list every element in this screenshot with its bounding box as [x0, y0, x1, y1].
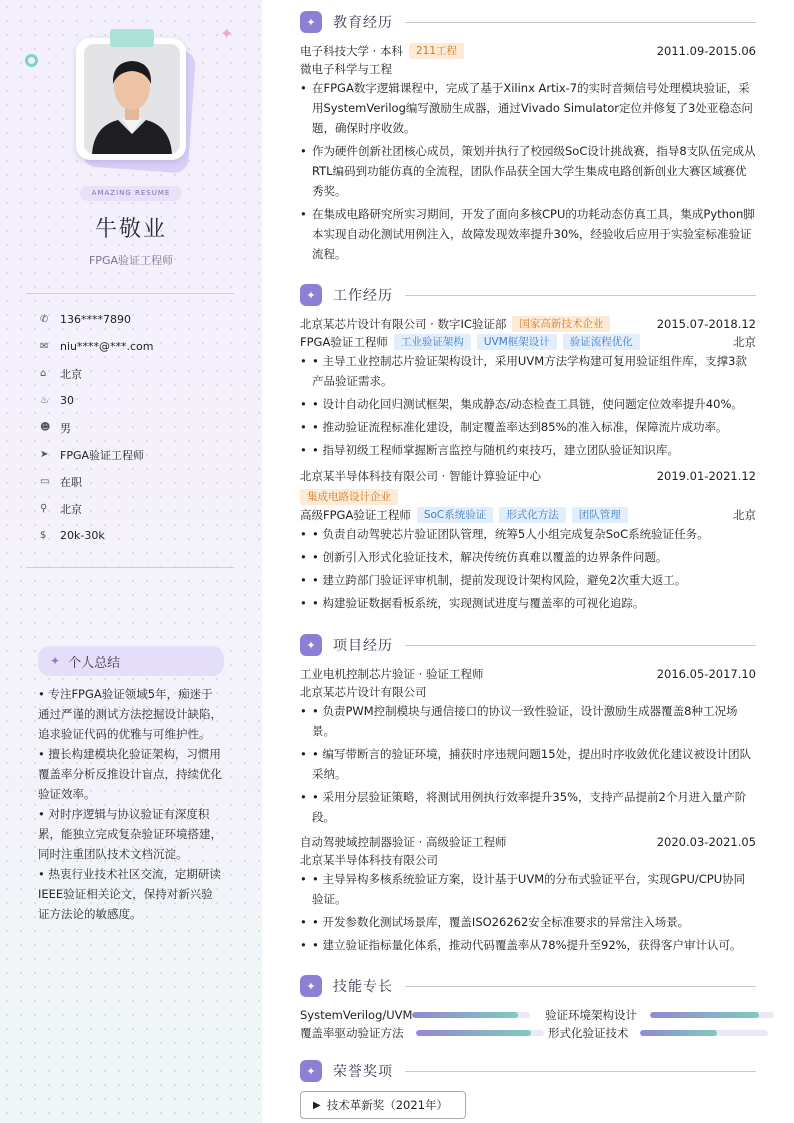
education-major-row: [300, 60, 756, 78]
list-item: • 在集成电路研究所实习期间，开发了面向多核CPU的功耗动态仿真工具，集成Python脚本实现自动化测试用例注入，故障发现效率提升30%，经验收后应用于实验室标准验证流程。: [300, 204, 756, 264]
project-date: 2016.05-2017.10: [656, 667, 756, 681]
skill-name: SystemVerilog/UVM: [300, 1008, 413, 1022]
company-name: 北京某半导体科技有限公司 · 智能计算验证中心: [300, 469, 541, 483]
project-name: 工业电机控制芯片验证 · 验证工程师: [300, 667, 484, 681]
section-line: [405, 645, 756, 646]
sparkle-icon: ✦: [220, 24, 234, 43]
avatar: [84, 44, 180, 154]
list-item: • • 编写带断言的验证环境，捕获时序违规问题15处，提出时序收敛优化建议被设计团队采纳。: [300, 744, 756, 784]
list-item: • • 指导初级工程师掌握断言监控与随机约束技巧，建立团队验证知识库。: [300, 440, 756, 460]
sparkle-icon: ✦: [300, 634, 322, 656]
award-label: 技术革新奖（2021年）: [326, 1098, 448, 1112]
school-tag: 211工程: [409, 43, 464, 59]
project-date: 2020.03-2021.05: [656, 835, 756, 849]
info-row: [40, 495, 240, 522]
section-honors: [300, 1059, 756, 1083]
project-org-row: [300, 683, 756, 701]
project-name: 自动驾驶域控制器验证 · 高级验证工程师: [300, 835, 507, 849]
summary-item: • 擅长构建模块化验证架构，习惯用覆盖率分析反推设计盲点，持续优化验证效率。: [38, 747, 222, 801]
sparkle-icon: ✦: [300, 11, 322, 33]
list-item: • • 建立验证指标量化体系，推动代码覆盖率从78%提升至92%，获得客户审计认可。: [300, 935, 756, 955]
briefcase-icon: ▭: [40, 476, 50, 487]
company-tag: 国家高新技术企业: [512, 316, 610, 332]
project-bullets: [300, 701, 756, 830]
salary-icon: $: [40, 530, 47, 541]
phone-icon: ✆: [40, 314, 49, 325]
list-item: • • 推动验证流程标准化建设，制定覆盖率达到85%的准入标准，保障流片成功率。: [300, 417, 756, 437]
list-item: • • 负责PWM控制模块与通信接口的协议一致性验证，设计激励生成器覆盖8种工况场景。: [300, 701, 756, 741]
award-item[interactable]: [300, 1091, 466, 1119]
job-header: [300, 315, 756, 333]
skill-fill: [640, 1030, 717, 1036]
major: 微电子科学与工程: [300, 62, 392, 76]
project-org: 北京某半导体科技有限公司: [300, 853, 438, 867]
sparkle-icon: ✦: [300, 284, 322, 306]
mail-icon: ✉: [40, 341, 49, 352]
sparkle-icon: ✦: [50, 654, 61, 668]
job-bullets: [300, 524, 756, 616]
list-item: • • 构建验证数据看板系统，实现测试进度与覆盖率的可视化追踪。: [300, 593, 756, 613]
info-row: [40, 414, 240, 441]
job-position-row: [300, 333, 756, 351]
play-icon: ▶: [313, 1099, 321, 1111]
info-value: 北京: [60, 367, 82, 381]
skill-tag: 形式化方法: [499, 507, 566, 523]
contact-info: [40, 306, 240, 549]
skill-tag: 验证流程优化: [563, 334, 640, 350]
section-title: 技能专长: [333, 979, 393, 995]
list-item: • 作为硬件创新社团核心成员，策划并执行了校园级SoC设计挑战赛，指导8支队伍完成从RTL编码到功能仿真的全流程，团队作品获全国大学生集成电路创新创业大赛区域赛优秀奖。: [300, 141, 756, 201]
info-value: FPGA验证工程师: [60, 448, 145, 462]
summary-title: 个人总结: [68, 655, 121, 671]
list-item: • • 主导异构多核系统验证方案，设计基于UVM的分布式验证平台，实现GPU/CPU协同验证。: [300, 869, 756, 909]
education-date: 2011.09-2015.06: [656, 44, 756, 58]
list-item: • • 建立跨部门验证评审机制，提前发现设计架构风险，避免2次重大返工。: [300, 570, 756, 590]
info-value: 20k-30k: [60, 529, 105, 542]
company-tag-row: [300, 488, 756, 506]
send-icon: ➤: [40, 449, 49, 460]
section-line: [405, 295, 756, 296]
location-icon: ⚲: [40, 503, 48, 514]
list-item: • • 创新引入形式化验证技术，解决传统仿真难以覆盖的边界条件问题。: [300, 547, 756, 567]
education-header: [300, 42, 756, 60]
skill-bar: [640, 1030, 768, 1036]
divider: [26, 293, 234, 294]
section-line: [405, 22, 756, 23]
job-position-row: [300, 506, 756, 524]
skill-item: [300, 1006, 530, 1024]
project-org-row: [300, 851, 756, 869]
list-item: • • 采用分层验证策略，将测试用例执行效率提升35%，支持产品提前2个月进入量产阶段。: [300, 787, 756, 827]
job-header: [300, 467, 756, 485]
skill-item: [300, 1024, 544, 1042]
gender-icon: ☻: [40, 422, 51, 433]
skill-bar: [412, 1012, 530, 1018]
list-item: • • 开发参数化测试场景库，覆盖ISO26262安全标准要求的异常注入场景。: [300, 912, 756, 932]
home-icon: ⌂: [40, 368, 47, 379]
info-value: 北京: [60, 502, 82, 516]
job-position: FPGA验证工程师: [300, 335, 388, 349]
school-name: 电子科技大学 · 本科: [300, 44, 403, 58]
section-projects: [300, 633, 756, 657]
summary-text: [38, 684, 224, 924]
job-date: 2015.07-2018.12: [656, 317, 756, 331]
job-bullets: [300, 351, 756, 463]
info-row: [40, 441, 240, 468]
section-title: 荣誉奖项: [333, 1064, 393, 1080]
resume-badge: AMAZING RESUME: [80, 186, 182, 201]
info-value: 136****7890: [60, 313, 131, 326]
section-education: [300, 10, 756, 34]
job-city: 北京: [733, 335, 756, 349]
sidebar: [0, 0, 262, 1123]
skill-bar: [416, 1030, 544, 1036]
project-header: [300, 665, 756, 683]
info-value: niu****@***.com: [60, 340, 154, 353]
skill-tag: 团队管理: [572, 507, 628, 523]
divider: [26, 567, 234, 568]
job-position: 高级FPGA验证工程师: [300, 508, 411, 522]
skill-name: 验证环境架构设计: [545, 1008, 637, 1022]
summary-item: • 专注FPGA验证领域5年，痴迷于通过严谨的测试方法挖掘设计缺陷，追求验证代码的优雅与可维护性。: [38, 687, 222, 741]
tape-decoration: [110, 29, 154, 47]
sparkle-icon: ✦: [300, 975, 322, 997]
summary-item: • 对时序逻辑与协议验证有深度积累，能独立完成复杂验证环境搭建，同时注重团队技术文档沉淀。: [38, 807, 222, 861]
summary-header: [38, 646, 224, 676]
skill-name: 覆盖率驱动验证方法: [300, 1026, 404, 1040]
info-row: [40, 306, 240, 333]
list-item: • 在FPGA数字逻辑课程中，完成了基于Xilinx Artix-7的实时音频信号处理模块验证，采用SystemVerilog编写激励生成器，通过Vivado Simulator定位并修复了3处亚稳态问题，确保时序收敛。: [300, 78, 756, 138]
skill-fill: [650, 1012, 759, 1018]
skill-tag: UVM框架设计: [477, 334, 557, 350]
candidate-name: 牛敬业: [94, 217, 167, 242]
skill-tag: SoC系统验证: [417, 507, 493, 523]
info-row: [40, 522, 240, 549]
info-row: [40, 333, 240, 360]
cake-icon: ♨: [40, 395, 49, 406]
skill-name: 形式化验证技术: [548, 1026, 629, 1040]
company-tag: 集成电路设计企业: [300, 489, 398, 505]
sparkle-icon: ✦: [300, 1060, 322, 1082]
info-value: 在职: [60, 475, 82, 489]
skill-bar: [650, 1012, 774, 1018]
skill-item: [548, 1024, 768, 1042]
skill-fill: [416, 1030, 531, 1036]
info-row: [40, 468, 240, 495]
list-item: • • 设计自动化回归测试框架，集成静态/动态检查工具链，使问题定位效率提升40%。: [300, 394, 756, 414]
company-name: 北京某芯片设计有限公司 · 数字IC验证部: [300, 317, 507, 331]
project-org: 北京某芯片设计有限公司: [300, 685, 427, 699]
skill-tag: 工业验证架构: [394, 334, 471, 350]
summary-item: • 热衷行业技术社区交流，定期研读IEEE验证相关论文，保持对新兴验证方法论的敏感度。: [38, 867, 221, 921]
project-bullets: [300, 869, 756, 958]
section-line: [405, 1071, 756, 1072]
project-header: [300, 833, 756, 851]
list-item: • • 负责自动驾驶芯片验证团队管理，统筹5人小组完成复杂SoC系统验证任务。: [300, 524, 756, 544]
section-title: 工作经历: [333, 288, 393, 304]
skill-item: [545, 1006, 774, 1024]
info-value: 30: [60, 394, 74, 407]
section-work: [300, 283, 756, 307]
section-title: 教育经历: [333, 15, 393, 31]
job-city: 北京: [733, 508, 756, 522]
list-item: • • 主导工业控制芯片验证架构设计，采用UVM方法学构建可复用验证组件库，支撑3款产品验证需求。: [300, 351, 756, 391]
skill-fill: [412, 1012, 518, 1018]
info-row: [40, 360, 240, 387]
education-bullets: [300, 78, 756, 267]
ring-decoration: [25, 54, 38, 67]
section-title: 项目经历: [333, 638, 393, 654]
info-row: [40, 387, 240, 414]
section-skills: [300, 974, 756, 998]
job-date: 2019.01-2021.12: [656, 469, 756, 483]
info-value: 男: [60, 421, 71, 435]
candidate-role: FPGA验证工程师: [88, 254, 173, 267]
section-line: [405, 986, 756, 987]
